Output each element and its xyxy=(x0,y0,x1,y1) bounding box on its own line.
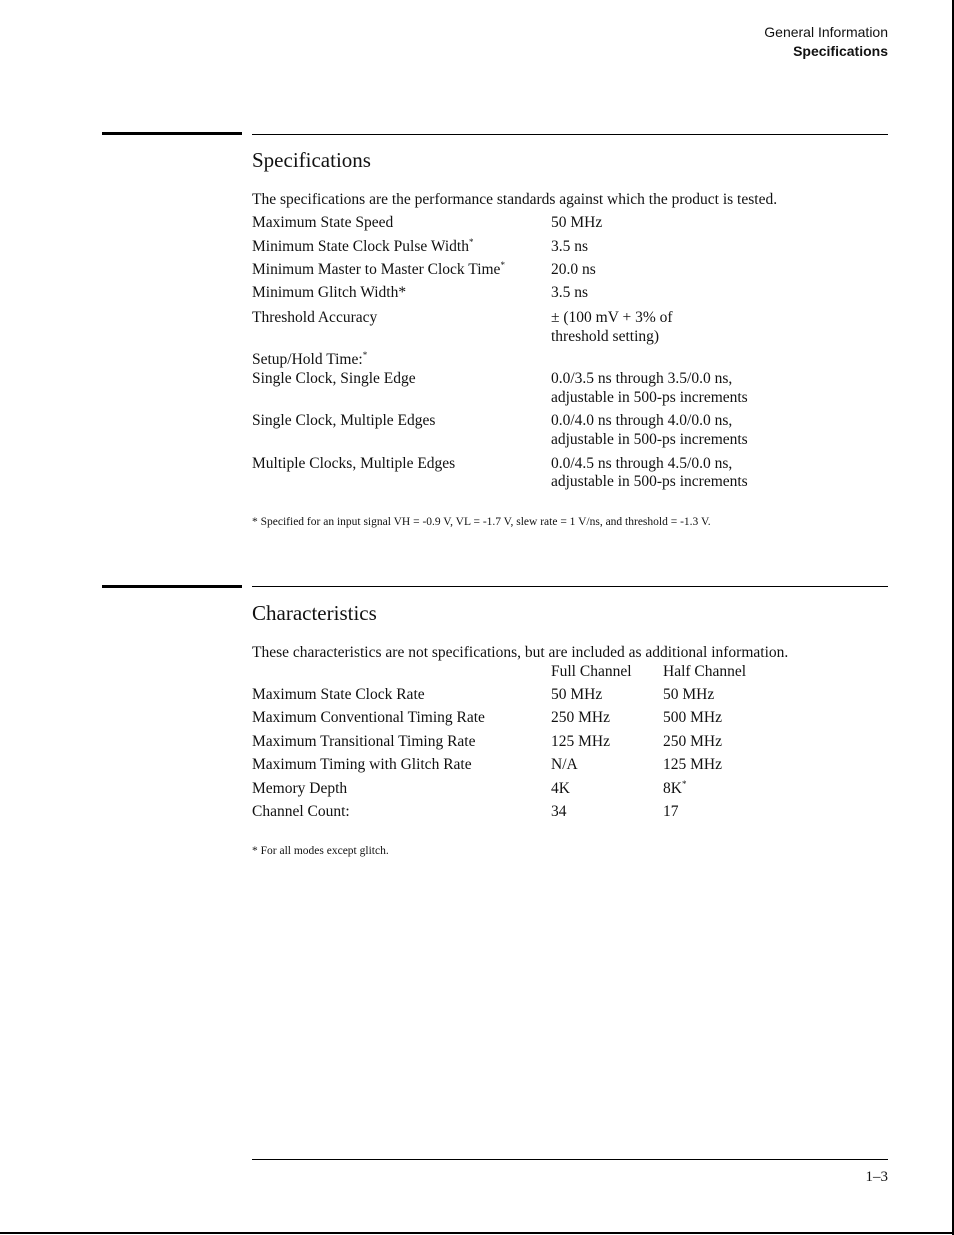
spec-label: Multiple Clocks, Multiple Edges xyxy=(252,455,456,472)
char-full-value: 34 xyxy=(551,803,567,820)
spec-label: Minimum Glitch Width* xyxy=(252,284,407,301)
section-rule-thick xyxy=(102,585,242,588)
running-head-chapter: General Information xyxy=(764,24,888,40)
section-rule-thin xyxy=(252,134,888,135)
char-label: Channel Count: xyxy=(252,803,350,820)
spec-label: Minimum State Clock Pulse Width* xyxy=(252,237,474,255)
spec-value: 50 MHz xyxy=(551,214,603,231)
char-label: Maximum State Clock Rate xyxy=(252,686,425,703)
specifications-intro: The specifications are the performance standards against which the product is tested. xyxy=(252,191,778,208)
column-header-half: Half Channel xyxy=(663,663,747,680)
characteristics-intro: These characteristics are not specifications, but are included as additional information. xyxy=(252,644,789,661)
section-rule-thin xyxy=(252,586,888,587)
char-full-value: 4K xyxy=(551,780,570,797)
spec-label: Minimum Master to Master Clock Time* xyxy=(252,260,505,278)
characteristics-footnote: * For all modes except glitch. xyxy=(252,845,389,857)
char-label: Maximum Timing with Glitch Rate xyxy=(252,756,472,773)
spec-value: 3.5 ns xyxy=(551,238,589,255)
char-half-value: 500 MHz xyxy=(663,709,722,726)
spec-label: Maximum State Speed xyxy=(252,214,394,231)
footer-rule xyxy=(252,1159,888,1160)
char-full-value: 250 MHz xyxy=(551,709,610,726)
spec-value: 0.0/3.5 ns through 3.5/0.0 ns, xyxy=(551,370,733,387)
char-label: Maximum Conventional Timing Rate xyxy=(252,709,485,726)
spec-label: Single Clock, Single Edge xyxy=(252,370,416,387)
char-label: Maximum Transitional Timing Rate xyxy=(252,733,476,750)
spec-label: Threshold Accuracy xyxy=(252,309,378,326)
char-half-value: 50 MHz xyxy=(663,686,715,703)
footnote-marker: * xyxy=(362,350,368,360)
spec-label: Single Clock, Multiple Edges xyxy=(252,412,436,429)
page-number: 1–3 xyxy=(865,1169,888,1185)
char-label: Memory Depth xyxy=(252,780,348,797)
char-half-value: 250 MHz xyxy=(663,733,722,750)
footnote-marker: * xyxy=(468,237,474,247)
page-edge-bottom xyxy=(0,1232,954,1234)
specifications-footnote: * Specified for an input signal VH = -0.9 V, VL = -1.7 V, slew rate = 1 V/ns, and threshold = -1.3 V. xyxy=(252,516,711,528)
char-half-value: 8K* xyxy=(663,779,687,797)
column-header-full: Full Channel xyxy=(551,663,632,680)
spec-value-continued: adjustable in 500-ps increments xyxy=(551,389,748,406)
spec-value-continued: threshold setting) xyxy=(551,328,660,345)
footnote-marker: * xyxy=(500,260,505,270)
running-head-section: Specifications xyxy=(793,43,888,59)
footnote-marker: * xyxy=(681,779,687,789)
running-head xyxy=(764,23,888,61)
char-full-value: N/A xyxy=(551,756,578,773)
spec-value-continued: adjustable in 500-ps increments xyxy=(551,431,748,448)
spec-value: 3.5 ns xyxy=(551,284,589,301)
characteristics-title: Characteristics xyxy=(252,601,377,625)
char-full-value: 50 MHz xyxy=(551,686,603,703)
char-half-value: 17 xyxy=(663,803,679,820)
char-half-value: 125 MHz xyxy=(663,756,722,773)
spec-value-continued: adjustable in 500-ps increments xyxy=(551,473,748,490)
specifications-title: Specifications xyxy=(252,148,371,172)
spec-value: ± (100 mV + 3% of xyxy=(551,309,673,326)
char-full-value: 125 MHz xyxy=(551,733,610,750)
spec-value: 20.0 ns xyxy=(551,261,596,278)
spec-value: 0.0/4.0 ns through 4.0/0.0 ns, xyxy=(551,412,733,429)
section-rule-thick xyxy=(102,132,242,135)
spec-value: 0.0/4.5 ns through 4.5/0.0 ns, xyxy=(551,455,733,472)
